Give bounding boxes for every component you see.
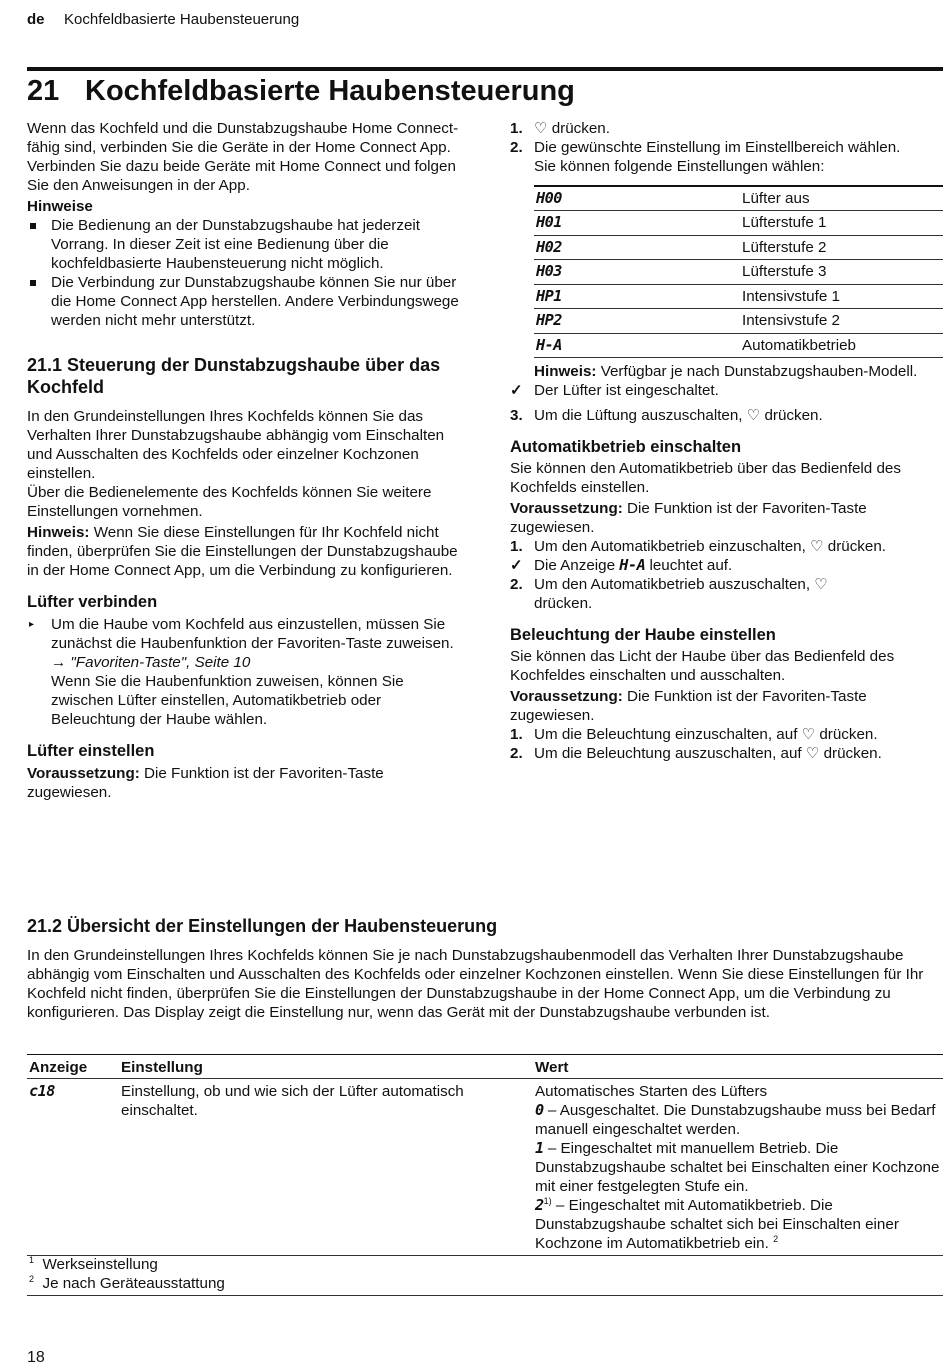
heart-icon: ♡ (814, 576, 828, 593)
fan-step-1: 1. ♡ drücken. (510, 120, 610, 137)
light-step-2-text: Um die Beleuchtung auszuschalten, auf (534, 745, 802, 762)
prerequisite-text: Die Funktion ist der Favoriten-Taste zugewiesen. (27, 765, 384, 801)
display-code: H03 (534, 260, 740, 285)
heart-icon: ♡ (805, 745, 820, 762)
auto-mode-prerequisite (510, 499, 943, 537)
setting-label: Intensivstufe 2 (740, 309, 943, 334)
display-code: HP1 (534, 284, 740, 309)
header-title: Kochfeldbasierte Haubensteuerung (64, 11, 300, 28)
auto-step-2: 2. Um den Automatikbetrieb auszuschalten, ♡ drücken. (510, 576, 828, 612)
auto-mode-paragraph: Sie können den Automatikbetrieb über das Bedienfeld des Kochfelds einstellen. (510, 460, 901, 496)
header-rule (27, 67, 943, 71)
section-21-2-title: 21.2 Übersicht der Einstellungen der Haubensteuerung (27, 916, 498, 936)
chapter-title (27, 72, 575, 110)
section-21-2-paragraph: In den Grundeinstellungen Ihres Kochfelds können Sie je nach Dunstabzugshaubenmodell das Verhalten Ihrer Dunstabzugshaube abhängig vom Einschalten und Ausschalten des Kochfelds oder einzelner Kochzonen einstellen. Wenn Sie diese Einstellungen für Ihr Kochfeld nicht finden, überprüfen Sie die Einstellungen der Dunstabzugshaube in der Home Connect App, um die Verbindung zu konfigurieren. Das Display zeigt die Einstellung nur, wenn das Gerät mit der Dunstabzugshaube verbunden ist. (27, 947, 924, 1021)
right-column (510, 119, 943, 763)
fan-step-2: 2. Die gewünschte Einstellung im Einstellbereich wählen. Sie können folgende Einstellungen wählen: (510, 138, 943, 176)
left-column (27, 119, 462, 802)
heart-icon: ♡ (534, 120, 548, 137)
heart-icon: ♡ (801, 726, 816, 743)
display-code: H-A (619, 556, 646, 574)
hint-label: Hinweis: (27, 524, 90, 541)
light-step-1-text: Um die Beleuchtung einzuschalten, auf (534, 726, 798, 743)
overview-row (27, 1079, 943, 1256)
display-code: 0 (535, 1101, 544, 1119)
value-title: Automatisches Starten des Lüfters (535, 1083, 768, 1100)
note-item: Die Bedienung an der Dunstabzugshaube hat jederzeit Vorrang. In dieser Zeit ist eine Bedienung über die kochfeldbasierte Haubensteuerung nicht möglich. (27, 216, 462, 273)
chapter-title-text: Kochfeldbasierte Haubensteuerung (85, 75, 575, 107)
note-list (27, 216, 462, 330)
settings-row (534, 333, 943, 358)
fan-step-3-text: Um die Lüftung auszuschalten, (534, 407, 743, 424)
setting-label: Lüfterstufe 1 (740, 211, 943, 236)
footnote: $^2$ Je nach Geräteausstattung (29, 1273, 225, 1292)
checkmark-icon: ✓ (510, 382, 523, 399)
page-number: 18 (27, 1349, 45, 1366)
fan-settings-table (534, 185, 943, 358)
cross-reference-link[interactable]: → "Favoriten-Taste", Seite 10 (51, 654, 251, 671)
connect-fan-title: Lüfter verbinden (27, 593, 158, 611)
display-code: 1 (535, 1139, 544, 1157)
prerequisite-text: Die Funktion ist der Favoriten-Taste zugewiesen. (510, 688, 867, 724)
overview-header-row (27, 1055, 943, 1079)
display-code: H00 (534, 186, 740, 211)
section-21-1-title: 21.1 Steuerung der Dunstabzugshaube über das Kochfeld (27, 355, 441, 397)
setting-description: Einstellung, ob und wie sich der Lüfter automatisch einschaltet. (119, 1079, 533, 1256)
value-option: 0 – Ausgeschaltet. Die Dunstabzugshaube muss bei Bedarf manuell eingeschaltet werden. (535, 1101, 936, 1138)
display-code: H01 (534, 211, 740, 236)
light-step-1: 1. Um die Beleuchtung einzuschalten, auf ♡ drücken. (510, 726, 878, 743)
column-header: Einstellung (119, 1055, 533, 1079)
section-21-1-paragraph: In den Grundeinstellungen Ihres Kochfelds können Sie das Verhalten Ihrer Dunstabzugshaube abhängig vom Einschalten und Ausschalten des Kochfelds oder einzelner Kochzonen einstellen. (27, 408, 445, 482)
overview-table (27, 1054, 943, 1256)
footnotes (27, 1255, 943, 1296)
light-title: Beleuchtung der Haube einstellen (510, 626, 776, 644)
auto-step-1-text: Um den Automatikbetrieb einzuschalten, (534, 538, 806, 555)
auto-step-1: 1. Um den Automatikbetrieb einzuschalten, ♡ drücken. (510, 538, 887, 555)
fan-step-3: 3. Um die Lüftung auszuschalten, ♡ drücken. (510, 407, 823, 424)
value-option: 2$^{1)}$ – Eingeschaltet mit Automatikbetrieb. Die Dunstabzugshaube schaltet sich bei Einschalten einer Kochzone im Automatikbetrieb ein. $^2$ (535, 1195, 899, 1252)
note-item: Die Verbindung zur Dunstabzugshaube können Sie nur über die Home Connect App herstellen. Andere Verbindungswege werden nicht mehr unterstützt. (27, 273, 462, 330)
light-paragraph: Sie können das Licht der Haube über das Bedienfeld des Kochfeldes einschalten und ausschalten. (510, 648, 895, 684)
display-code: H-A (534, 333, 740, 358)
auto-mode-title: Automatikbetrieb einschalten (510, 438, 742, 456)
header-language: de (27, 11, 45, 28)
auto-step-2-text: Um den Automatikbetrieb auszuschalten, (534, 576, 811, 593)
connect-step-result: Wenn Sie die Haubenfunktion zuweisen, können Sie zwischen Lüfter einstellen, Automatikbetrieb oder Beleuchtung der Haube wählen. (51, 673, 404, 728)
fan-step-1-text: drücken. (551, 120, 610, 137)
fan-result-text: Der Lüfter ist eingeschaltet. (534, 382, 719, 399)
setting-label: Lüfterstufe 3 (740, 260, 943, 285)
column-header: Anzeige (27, 1055, 119, 1079)
display-code: c18 (27, 1079, 119, 1256)
chapter-number: 21 (27, 75, 60, 107)
auto-result: ✓ Die Anzeige H-A leuchtet auf. (510, 556, 733, 574)
settings-row (534, 211, 943, 236)
fan-step-2-sub: Sie können folgende Einstellungen wählen: (534, 158, 825, 175)
settings-row (534, 260, 943, 285)
setting-label: Automatikbetrieb (740, 333, 943, 358)
section-21-1-paragraph: Über die Bedienelemente des Kochfelds können Sie weitere Einstellungen vornehmen. (27, 484, 432, 520)
triangle-bullet-icon: ▸ (29, 619, 35, 630)
fan-settings-title: Lüfter einstellen (27, 742, 155, 760)
column-header: Wert (533, 1055, 943, 1079)
fan-result (510, 381, 943, 400)
section-21-2 (27, 915, 943, 1022)
settings-row (534, 235, 943, 260)
footnote-ref: 1) (543, 1195, 552, 1206)
hint-text: Wenn Sie diese Einstellungen für Ihr Kochfeld nicht finden, überprüfen Sie die Einstellungen der Dunstabzugshaube in der Home Connect App, um die Verbindung zu konfigurieren. (27, 524, 458, 579)
footnote-ref: 2 (773, 1233, 779, 1244)
checkmark-icon: ✓ (510, 557, 523, 574)
setting-label: Intensivstufe 1 (740, 284, 943, 309)
light-step-2: 2. Um die Beleuchtung auszuschalten, auf ♡ drücken. (510, 745, 882, 762)
footnote: $^1$ Werkseinstellung (29, 1254, 158, 1273)
connect-step (27, 615, 462, 729)
connect-step-text: Um die Haube vom Kochfeld aus einzustellen, müssen Sie zunächst die Haubenfunktion der Favoriten-Taste zuweisen. (51, 616, 454, 652)
settings-row (534, 284, 943, 309)
settings-row (534, 309, 943, 334)
section-21-1-hint (27, 523, 462, 580)
fan-prerequisite (27, 764, 462, 802)
display-code: HP2 (534, 309, 740, 334)
heart-icon: ♡ (810, 538, 824, 555)
prerequisite-label: Voraussetzung: (27, 765, 140, 782)
fan-step-2-text: Die gewünschte Einstellung im Einstellbereich wählen. (534, 139, 901, 156)
prerequisite-text: Die Funktion ist der Favoriten-Taste zugewiesen. (510, 500, 867, 536)
setting-label: Lüfter aus (740, 186, 943, 211)
heart-icon: ♡ (746, 407, 761, 424)
note-heading: Hinweise (27, 198, 93, 215)
value-option: 1 – Eingeschaltet mit manuellem Betrieb. Die Dunstabzugshaube schaltet bei Einschalten einer Kochzone mit einer festgelegten Stufe ein. (535, 1139, 940, 1195)
value-description (533, 1079, 943, 1256)
display-code: H02 (534, 235, 740, 260)
intro-paragraph: Wenn das Kochfeld und die Dunstabzugshaube Home Connect-fähig sind, verbinden Sie die Geräte in der Home Connect App. Verbinden Sie dazu beide Geräte mit Home Connect und folgen Sie den Anweisungen in der App. (27, 120, 459, 194)
setting-label: Lüfterstufe 2 (740, 235, 943, 260)
display-code: 2 (535, 1196, 544, 1214)
prerequisite-label: Voraussetzung: (510, 500, 623, 517)
hint-label: Hinweis: (534, 363, 597, 380)
hint-text: Verfügbar je nach Dunstabzugshauben-Modell. (600, 363, 918, 380)
settings-row (534, 186, 943, 211)
light-prerequisite (510, 687, 943, 725)
fan-hint (534, 362, 943, 381)
prerequisite-label: Voraussetzung: (510, 688, 623, 705)
